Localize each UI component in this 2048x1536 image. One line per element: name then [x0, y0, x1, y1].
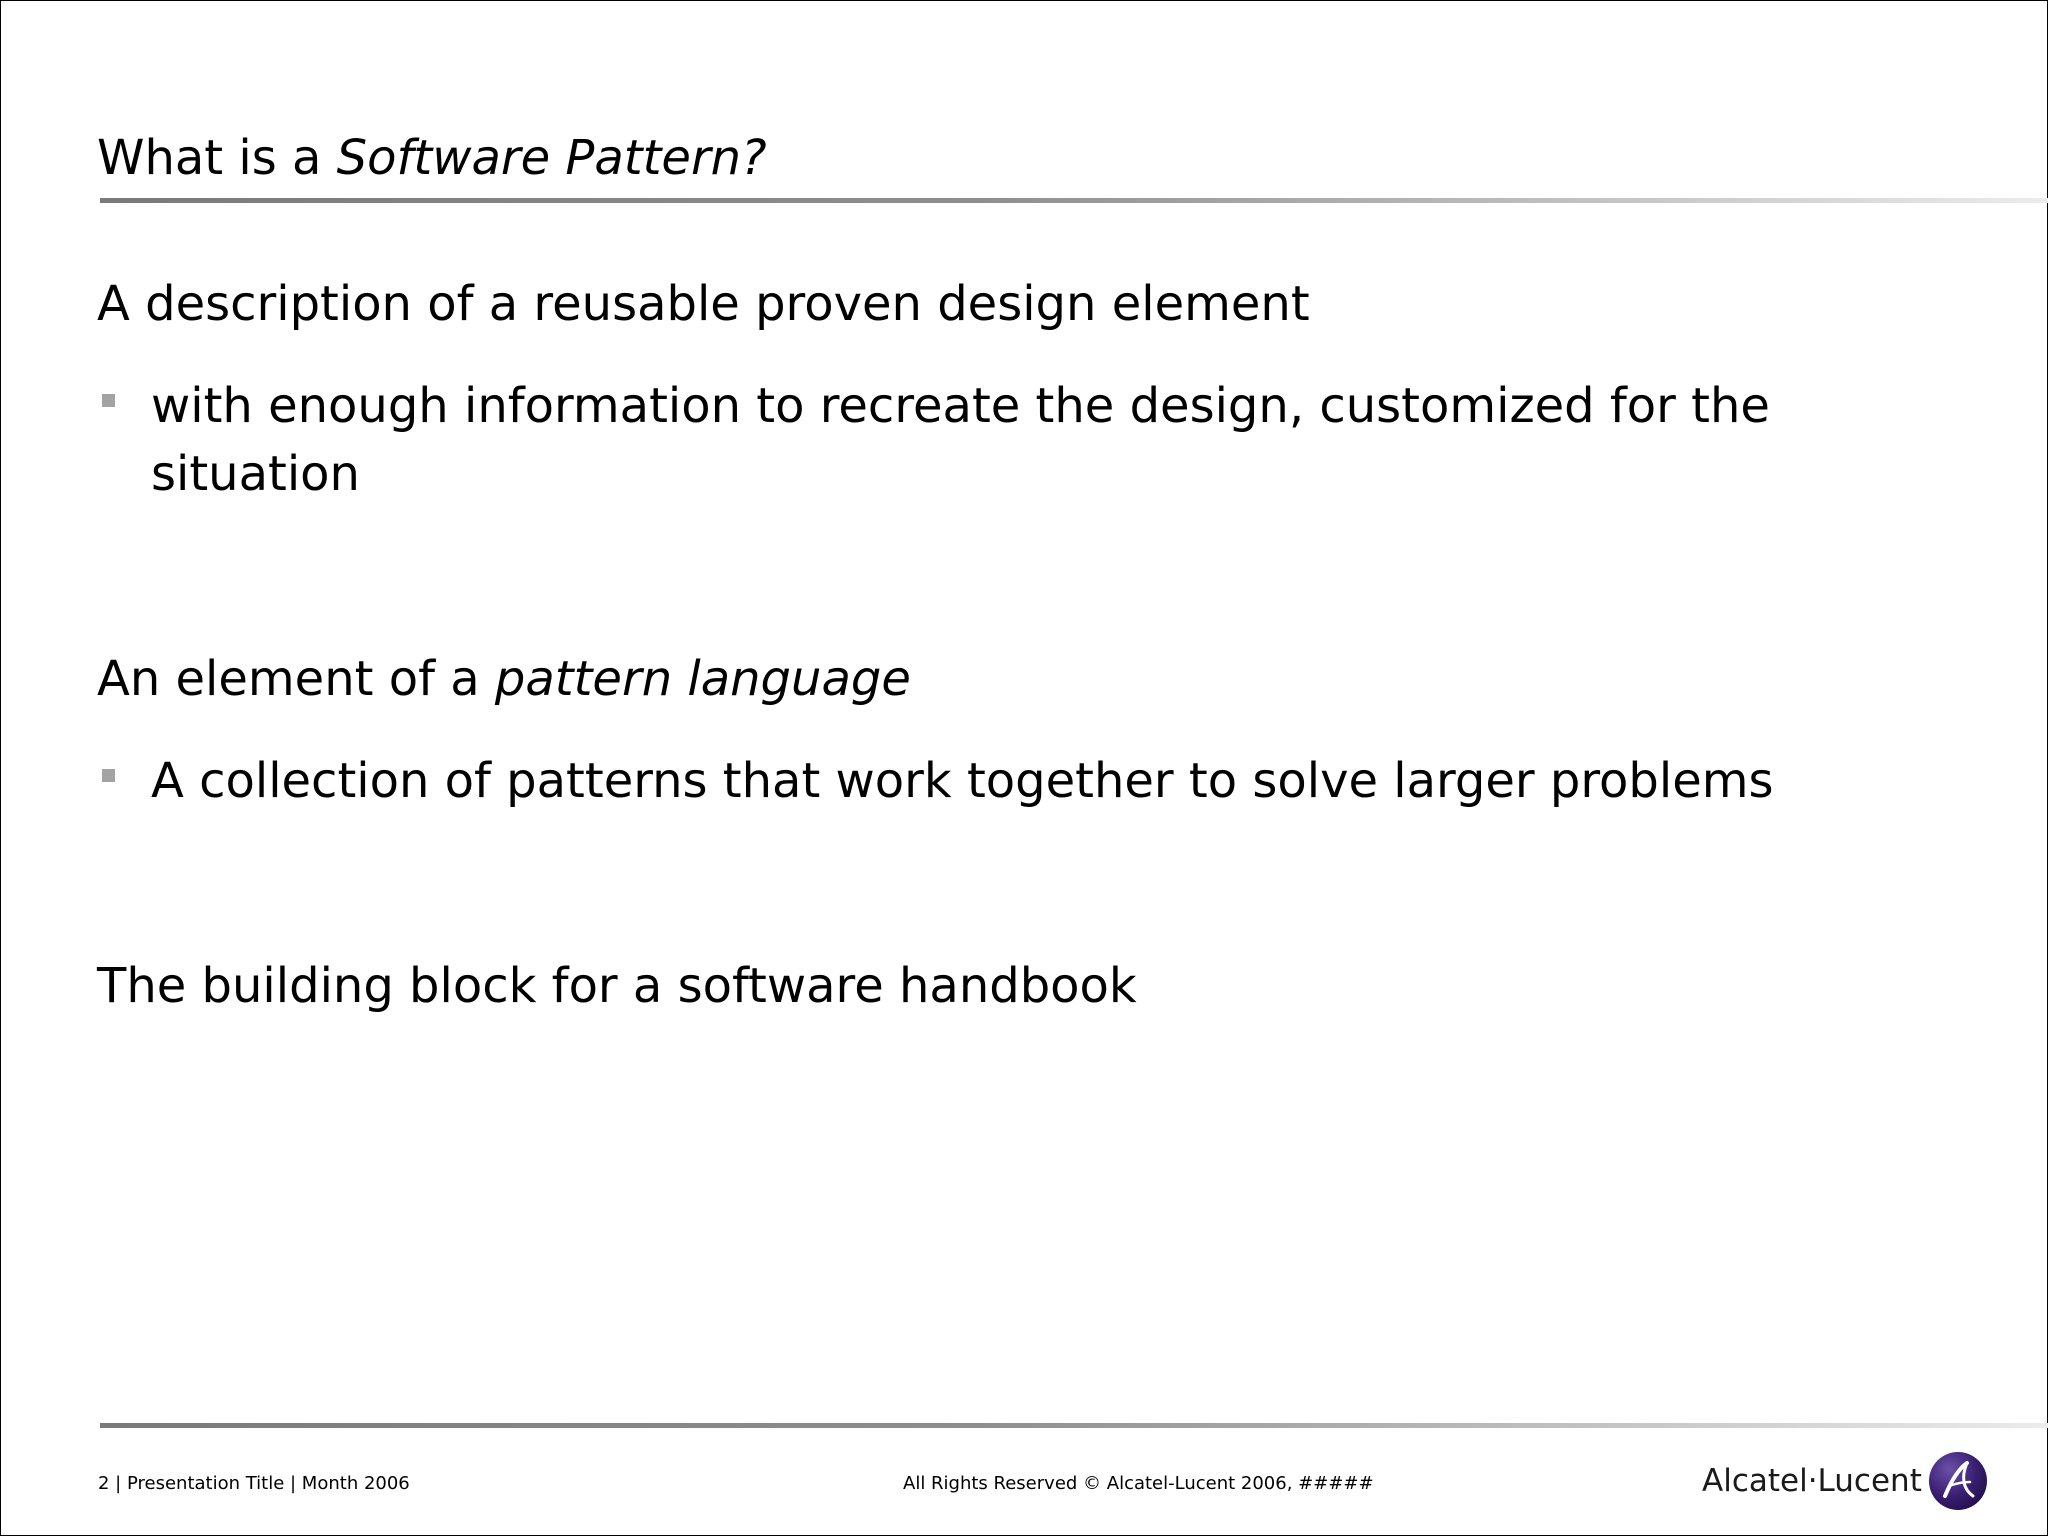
point-pattern-language	[97, 645, 911, 713]
point-pattern-language-prefix: An element of a	[97, 651, 495, 707]
point-pattern-language-emphasis: pattern language	[494, 651, 911, 707]
point-reusable-design: A description of a reusable proven design element	[97, 276, 1310, 332]
footer-divider	[100, 1423, 2048, 1428]
bullet-item-text: A collection of patterns that work together to solve larger problems	[151, 753, 1774, 809]
square-bullet-icon	[102, 394, 115, 407]
title-divider	[100, 198, 2048, 203]
square-bullet-icon	[102, 769, 115, 782]
slide-title-emphasis: Software Pattern?	[336, 130, 767, 186]
slide-title-prefix: What is a	[97, 130, 337, 186]
bullet-item-text: with enough information to recreate the design, customized for the situation	[151, 378, 1770, 502]
slide-title	[97, 128, 767, 188]
point-building-block: The building block for a software handbook	[97, 958, 1137, 1014]
footer-slide-info: 2 | Presentation Title | Month 2006	[98, 1473, 410, 1494]
brand-wordmark: Alcatel·Lucent	[1702, 1463, 1922, 1499]
footer-copyright: All Rights Reserved © Alcatel-Lucent 2006, #####	[903, 1473, 1374, 1494]
alcatel-lucent-logo-icon	[1928, 1451, 1988, 1511]
